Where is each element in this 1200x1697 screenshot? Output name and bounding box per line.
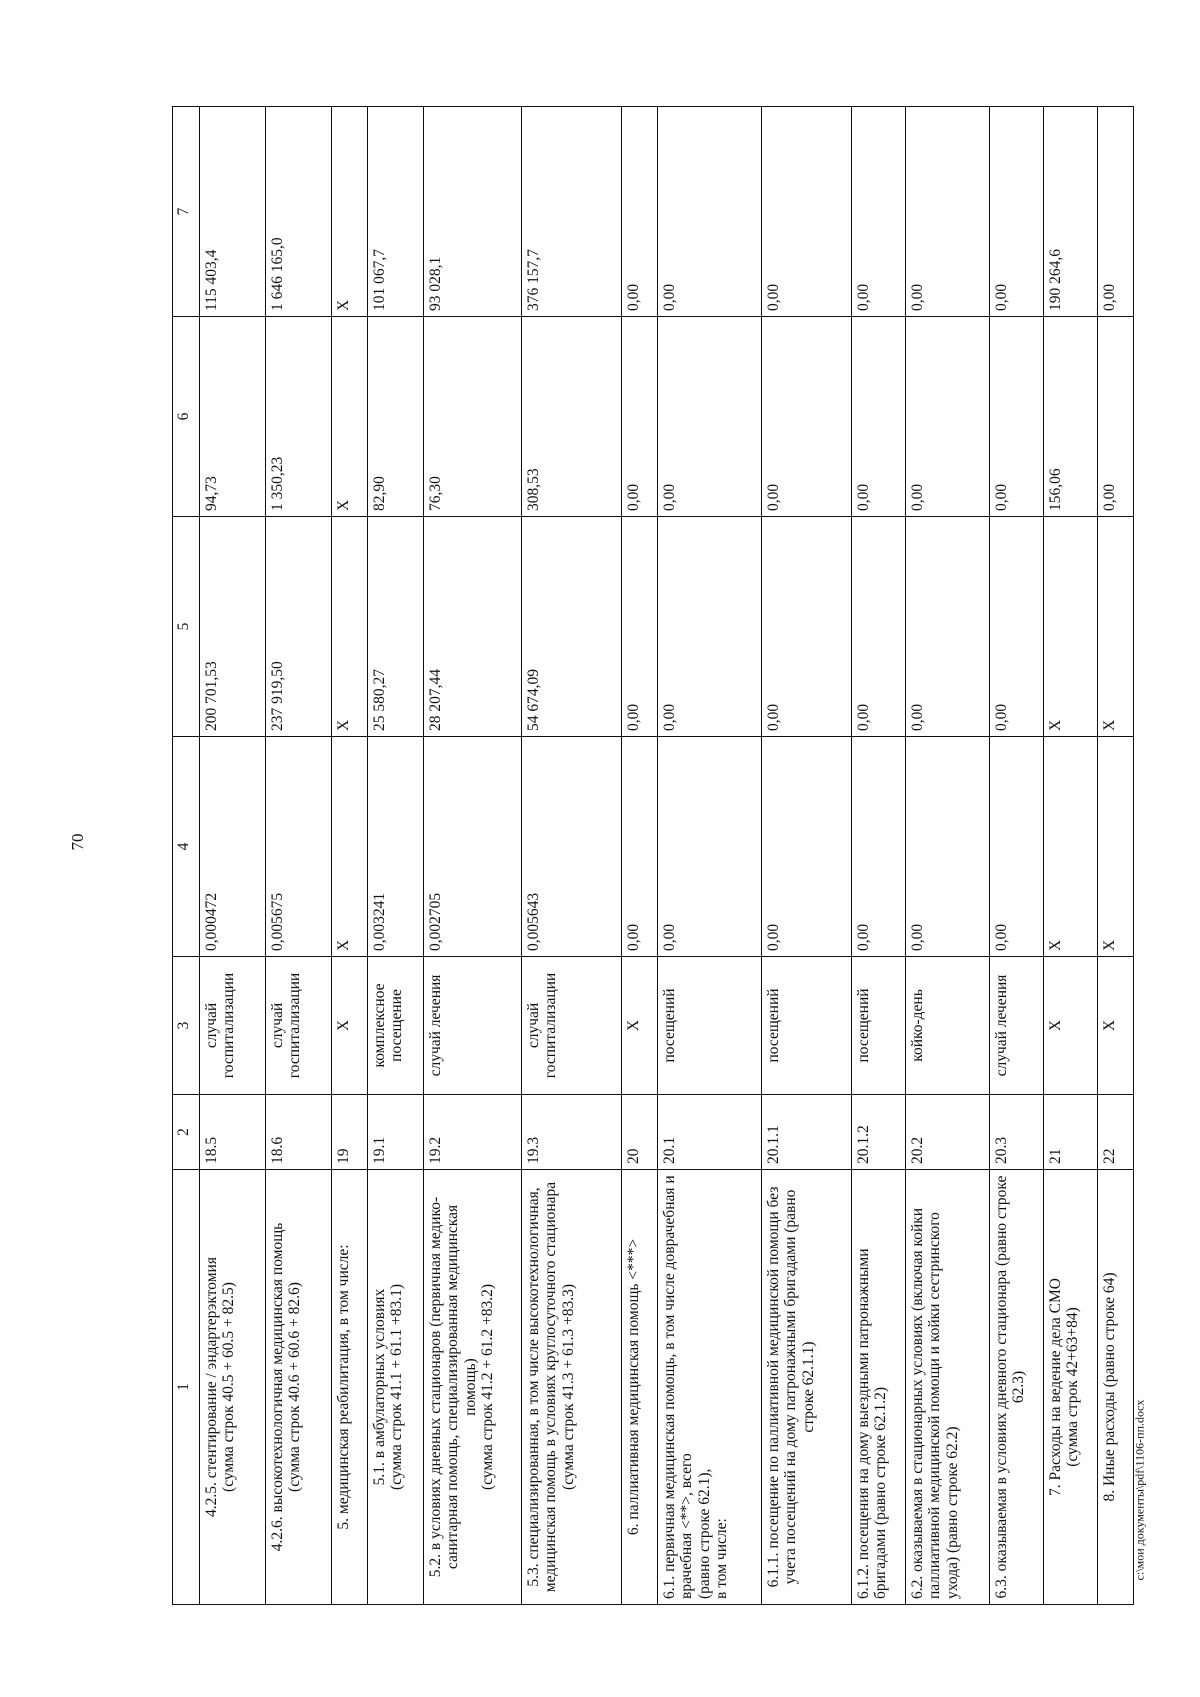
table-row [906,107,990,1605]
table-row [332,107,368,1605]
total-cost-cell: 190 264,6 [1044,107,1098,317]
unit-cell: случай лечения [424,957,522,1095]
line-number-cell: 19.1 [368,1095,424,1170]
standard-volume-cell: 0,00 [852,737,906,957]
standard-cost-cell: X [332,517,368,737]
standard-cost-cell: 28 207,44 [424,517,522,737]
header-cell: 3 [173,957,200,1095]
unit-cell: случай госпитализации [266,957,332,1095]
per-capita-cell: 0,00 [658,317,762,517]
unit-cell: случай госпитализации [522,957,622,1095]
footer-file-path: c:\мои документы\pdf\1106-пп.docx [1132,1399,1147,1581]
table-row [424,107,522,1605]
unit-cell: X [1044,957,1098,1095]
description-cell: 5. медицинская реабилитация, в том числе: [332,1170,368,1605]
line-number-cell: 18.5 [200,1095,266,1170]
unit-cell: X [1098,957,1134,1095]
standard-cost-cell: X [1098,517,1134,737]
total-cost-cell: 376 157,7 [522,107,622,317]
unit-cell: посещений [852,957,906,1095]
header-cell: 2 [173,1095,200,1170]
standard-cost-cell: 54 674,09 [522,517,622,737]
per-capita-cell: 94,73 [200,317,266,517]
standard-volume-cell: 0,005643 [522,737,622,957]
description-cell: 5.3. специализированная, в том числе высокотехнологичная, медицинская помощь в условиях круглосуточного стационара (сумма строк 41.3 + 61.3 +83.3) [522,1170,622,1605]
table-row [762,107,852,1605]
total-cost-cell: 93 028,1 [424,107,522,317]
table-row [622,107,658,1605]
header-cell: 7 [173,107,200,317]
total-cost-cell: 0,00 [990,107,1044,317]
standard-cost-cell: 25 580,27 [368,517,424,737]
line-number-cell: 19.2 [424,1095,522,1170]
line-number-cell: 20.3 [990,1095,1044,1170]
unit-cell: посещений [762,957,852,1095]
unit-cell: случай лечения [990,957,1044,1095]
financial-table [172,106,1134,1605]
total-cost-cell: 0,00 [658,107,762,317]
total-cost-cell: 0,00 [906,107,990,317]
description-cell: 4.2.6. высокотехнологичная медицинская помощь (сумма строк 40.6 + 60.6 + 82.6) [266,1170,332,1605]
total-cost-cell: 0,00 [1098,107,1134,317]
description-cell: 7. Расходы на ведение дела СМО (сумма строк 42+63+84) [1044,1170,1098,1605]
standard-volume-cell: X [1098,737,1134,957]
description-cell: 6.1. первичная медицинская помощь, в том числе доврачебная и врачебная <**>, всего (равно строке 62.1), в том числе: [658,1170,762,1605]
header-cell: 4 [173,737,200,957]
standard-cost-cell: 0,00 [762,517,852,737]
line-number-cell: 19.3 [522,1095,622,1170]
table-row [990,107,1044,1605]
description-cell: 6.2. оказываемая в стационарных условиях (включая койки паллиативной медицинской помощи и койки сестринского ухода) (равно строке 62.2) [906,1170,990,1605]
header-cell: 5 [173,517,200,737]
standard-volume-cell: 0,00 [762,737,852,957]
line-number-cell: 20.1.2 [852,1095,906,1170]
per-capita-cell: 82,90 [368,317,424,517]
standard-volume-cell: 0,002705 [424,737,522,957]
standard-cost-cell: 237 919,50 [266,517,332,737]
description-cell: 5.1. в амбулаторных условиях (сумма строк 41.1 + 61.1 +83.1) [368,1170,424,1605]
per-capita-cell: 308,53 [522,317,622,517]
per-capita-cell: 0,00 [852,317,906,517]
rotated-table-wrapper [172,107,1200,1605]
per-capita-cell: 76,30 [424,317,522,517]
header-row [173,107,200,1605]
unit-cell: X [622,957,658,1095]
header-cell: 6 [173,317,200,517]
per-capita-cell: 0,00 [990,317,1044,517]
standard-cost-cell: 0,00 [990,517,1044,737]
line-number-cell: 20.1.1 [762,1095,852,1170]
header-cell: 1 [173,1170,200,1605]
per-capita-cell: 0,00 [1098,317,1134,517]
standard-cost-cell: 0,00 [658,517,762,737]
per-capita-cell: X [332,317,368,517]
total-cost-cell: 0,00 [852,107,906,317]
unit-cell: комплексное посещение [368,957,424,1095]
standard-volume-cell: 0,003241 [368,737,424,957]
per-capita-cell: 1 350,23 [266,317,332,517]
line-number-cell: 20 [622,1095,658,1170]
table-row [200,107,266,1605]
description-cell: 6.3. оказываемая в условиях дневного стационара (равно строке 62.3) [990,1170,1044,1605]
unit-cell: случай госпитализации [200,957,266,1095]
description-cell: 6. паллиативная медицинская помощь <***> [622,1170,658,1605]
standard-volume-cell: X [1044,737,1098,957]
standard-volume-cell: 0,000472 [200,737,266,957]
standard-cost-cell: 200 701,53 [200,517,266,737]
standard-volume-cell: X [332,737,368,957]
line-number-cell: 19 [332,1095,368,1170]
standard-volume-cell: 0,00 [658,737,762,957]
table-row [658,107,762,1605]
table-row [1044,107,1098,1605]
total-cost-cell: 0,00 [762,107,852,317]
total-cost-cell: 101 067,7 [368,107,424,317]
description-cell: 6.1.2. посещения на дому выездными патронажными бригадами (равно строке 62.1.2) [852,1170,906,1605]
per-capita-cell: 0,00 [622,317,658,517]
standard-volume-cell: 0,00 [990,737,1044,957]
total-cost-cell: 115 403,4 [200,107,266,317]
standard-volume-cell: 0,005675 [266,737,332,957]
description-cell: 8. Иные расходы (равно строке 64) [1098,1170,1134,1605]
description-cell: 4.2.5. стентирование / эндартерэктомия (сумма строк 40.5 + 60.5 + 82.5) [200,1170,266,1605]
page-number: 70 [68,833,87,851]
table-row [266,107,332,1605]
unit-cell: койко-день [906,957,990,1095]
table-row [522,107,622,1605]
per-capita-cell: 0,00 [762,317,852,517]
standard-cost-cell: 0,00 [852,517,906,737]
table-row [1098,107,1134,1605]
line-number-cell: 18.6 [266,1095,332,1170]
standard-cost-cell: 0,00 [622,517,658,737]
standard-cost-cell: X [1044,517,1098,737]
line-number-cell: 20.2 [906,1095,990,1170]
unit-cell: X [332,957,368,1095]
total-cost-cell: 1 646 165,0 [266,107,332,317]
total-cost-cell: 0,00 [622,107,658,317]
line-number-cell: 21 [1044,1095,1098,1170]
description-cell: 6.1.1. посещение по паллиативной медицинской помощи без учета посещений на дому патронажными бригадами (равно строке 62.1.1) [762,1170,852,1605]
total-cost-cell: X [332,107,368,317]
per-capita-cell: 0,00 [906,317,990,517]
table-row [852,107,906,1605]
per-capita-cell: 156,06 [1044,317,1098,517]
line-number-cell: 22 [1098,1095,1134,1170]
line-number-cell: 20.1 [658,1095,762,1170]
standard-volume-cell: 0,00 [622,737,658,957]
table-row [368,107,424,1605]
standard-cost-cell: 0,00 [906,517,990,737]
description-cell: 5.2. в условиях дневных стационаров (первичная медико-санитарная помощь, специализированная медицинская помощь) (сумма строк 41.2 + 61.2 +83.2) [424,1170,522,1605]
unit-cell: посещений [658,957,762,1095]
standard-volume-cell: 0,00 [906,737,990,957]
